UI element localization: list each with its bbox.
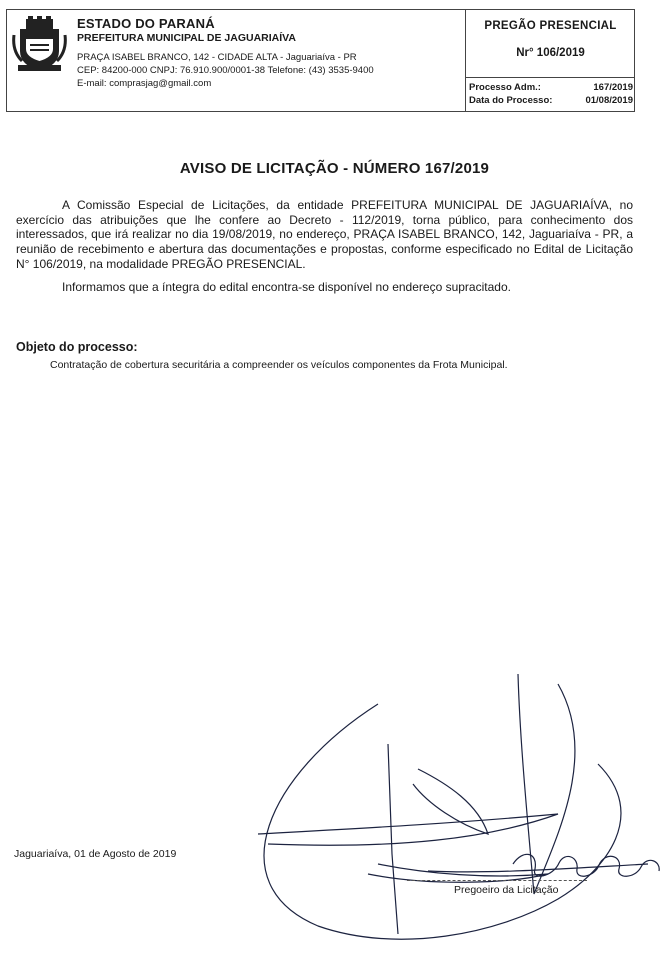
signature-line <box>407 880 587 881</box>
object-text: Contratação de cobertura securitária a compreender os veículos componentes da Frota Municipal. <box>50 359 508 371</box>
notice-title: AVISO DE LICITAÇÃO - NÚMERO 167/2019 <box>179 160 490 177</box>
date-value: 01/08/2019 <box>585 95 633 106</box>
process-info <box>469 81 633 107</box>
coat-of-arms-icon <box>12 15 67 75</box>
date-row <box>469 94 633 107</box>
address: PRAÇA ISABEL BRANCO, 142 - CIDADE ALTA - Jaguariaíva - PR <box>77 52 357 63</box>
modality-box <box>466 10 635 77</box>
notice-paragraph: A Comissão Especial de Licitações, da entidade PREFEITURA MUNICIPAL DE JAGUARIAÍVA, no exercício das atribuições que lhe confere ao Decreto - 112/2019, torna público, para conhecimento dos interessados, que irá realizar no dia 19/08/2019, no endereço, PRAÇA ISABEL BRANCO, 142, Jaguariaíva - PR, a reunião de recebimento e abertura das documentações e propostas, conforme especificado no Edital de Licitação N° 106/2019, na modalidade PREGÃO PRESENCIAL. <box>16 198 633 271</box>
organization-block <box>77 16 462 90</box>
process-row <box>469 81 633 94</box>
process-value: 167/2019 <box>593 82 633 93</box>
object-heading: Objeto do processo: <box>16 340 138 354</box>
notice-number: Nr° 106/2019 <box>516 47 585 59</box>
handwritten-signature <box>228 664 668 954</box>
notice-paragraph: Informamos que a íntegra do edital encontra-se disponível no endereço supracitado. <box>62 280 511 294</box>
date-label: Data do Processo: <box>469 95 553 106</box>
header-divider <box>465 77 635 78</box>
signatory-role: Pregoeiro da Licitação <box>454 884 559 896</box>
email: E-mail: comprasjag@gmail.com <box>77 78 212 89</box>
cep-cnpj-phone: CEP: 84200-000 CNPJ: 76.910.900/0001-38 Telefone: (43) 3535-9400 <box>77 65 374 76</box>
process-label: Processo Adm.: <box>469 82 541 93</box>
modality: PREGÃO PRESENCIAL <box>484 20 617 32</box>
city-hall-name: PREFEITURA MUNICIPAL DE JAGUARIAÍVA <box>77 32 296 44</box>
place-and-date: Jaguariaíva, 01 de Agosto de 2019 <box>14 848 177 860</box>
letterhead <box>6 9 635 112</box>
state-name: ESTADO DO PARANÁ <box>77 16 215 31</box>
